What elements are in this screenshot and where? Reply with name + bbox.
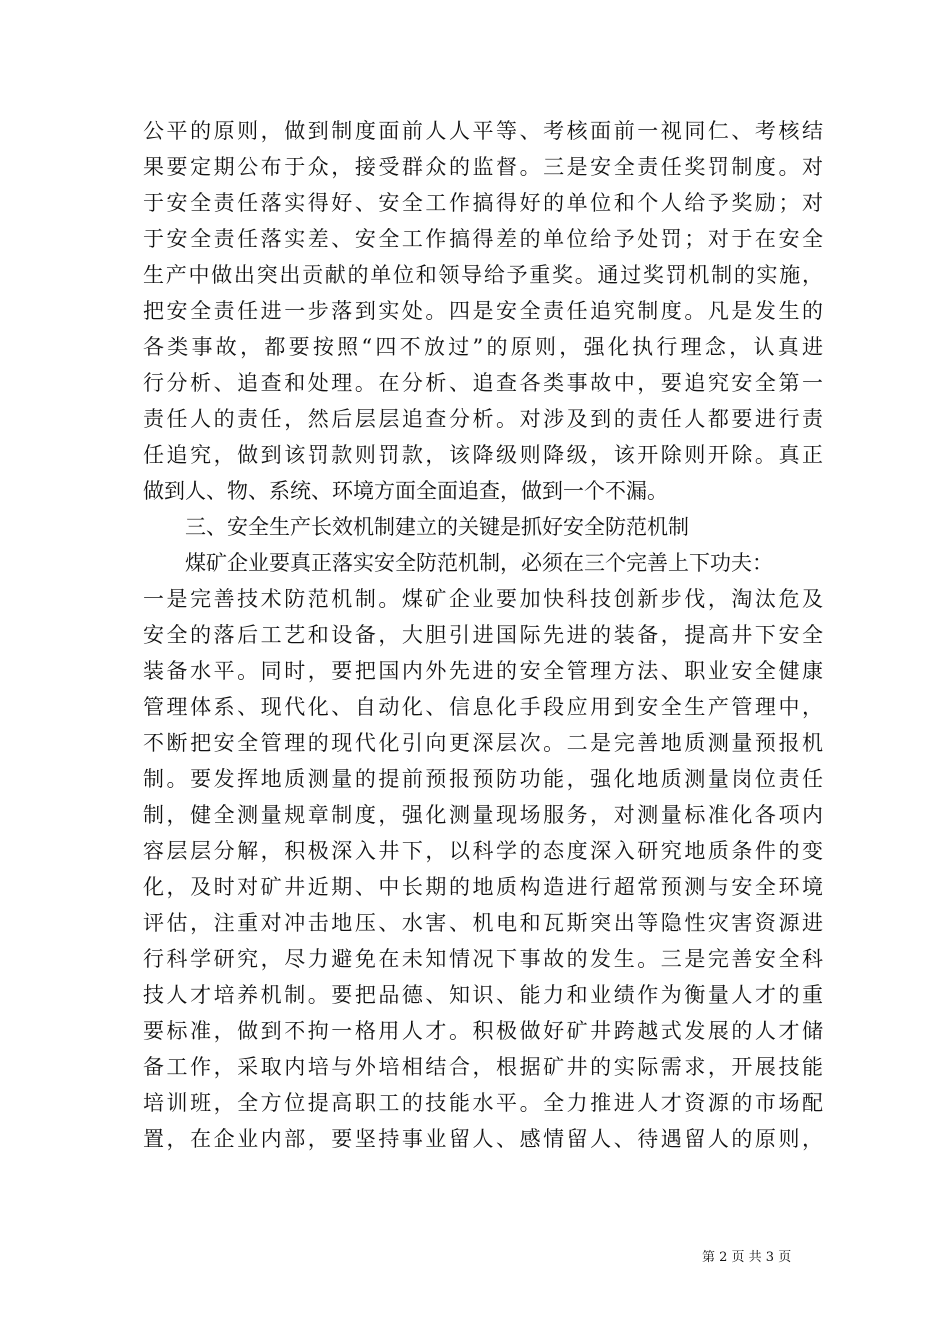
text-line: 要标准，做到不拘一格用人才。积极做好矿井跨越式发展的人才储 xyxy=(143,1019,823,1043)
text-line: 管理体系、现代化、自动化、信息化手段应用到安全生产管理中， xyxy=(143,695,823,719)
text-line: 果要定期公布于众，接受群众的监督。三是安全责任奖罚制度。对 xyxy=(143,155,823,179)
text-line: 行分析、追查和处理。在分析、追查各类事故中，要追究安全第一 xyxy=(143,371,823,395)
text-line: 置，在企业内部，要坚持事业留人、感情留人、待遇留人的原则， xyxy=(143,1127,823,1151)
section-heading: 三、安全生产长效机制建立的关键是抓好安全防范机制 xyxy=(185,515,689,539)
page-number-footer: 第 2 页 共 3 页 xyxy=(702,1250,792,1265)
text-line: 不断把安全管理的现代化引向更深层次。二是完善地质测量预报机 xyxy=(143,731,823,755)
text-line: 一是完善技术防范机制。煤矿企业要加快科技创新步伐，淘汰危及 xyxy=(143,587,823,611)
text-line: 技人才培养机制。要把品德、知识、能力和业绩作为衡量人才的重 xyxy=(143,983,823,1007)
text-line: 把安全责任进一步落到实处。四是安全责任追究制度。凡是发生的 xyxy=(143,299,823,323)
text-line: 评估，注重对冲击地压、水害、机电和瓦斯突出等隐性灾害资源进 xyxy=(143,911,823,935)
text-line: 化，及时对矿井近期、中长期的地质构造进行超常预测与安全环境 xyxy=(143,875,823,899)
text-line: 装备水平。同时，要把国内外先进的安全管理方法、职业安全健康 xyxy=(143,659,823,683)
text-line: 做到人、物、系统、环境方面全面追查，做到一个不漏。 xyxy=(143,479,668,503)
text-line: 安全的落后工艺和设备，大胆引进国际先进的装备，提高井下安全 xyxy=(143,623,823,647)
text-line: 各类事故，都要按照“四不放过”的原则，强化执行理念，认真进 xyxy=(143,335,823,359)
text-line: 责任人的责任，然后层层追查分析。对涉及到的责任人都要进行责 xyxy=(143,407,823,431)
text-line: 培训班，全方位提高职工的技能水平。全力推进人才资源的市场配 xyxy=(143,1091,823,1115)
text-line: 于安全责任落实差、安全工作搞得差的单位给予处罚；对于在安全 xyxy=(143,227,823,251)
text-line: 任追究，做到该罚款则罚款，该降级则降级，该开除则开除。真正 xyxy=(143,443,823,467)
text-line: 备工作，采取内培与外培相结合，根据矿井的实际需求，开展技能 xyxy=(143,1055,823,1079)
text-line: 制。要发挥地质测量的提前预报预防功能，强化地质测量岗位责任 xyxy=(143,767,823,791)
text-line: 于安全责任落实得好、安全工作搞得好的单位和个人给予奖励；对 xyxy=(143,191,823,215)
text-line: 行科学研究，尽力避免在未知情况下事故的发生。三是完善安全科 xyxy=(143,947,823,971)
text-line: 生产中做出突出贡献的单位和领导给予重奖。通过奖罚机制的实施， xyxy=(143,263,823,287)
text-line: 制，健全测量规章制度，强化测量现场服务，对测量标准化各项内 xyxy=(143,803,823,827)
paragraph-first-line: 煤矿企业要真正落实安全防范机制，必须在三个完善上下功夫： xyxy=(185,551,773,575)
body-text xyxy=(143,113,823,1157)
text-line: 容层层分解，积极深入井下，以科学的态度深入研究地质条件的变 xyxy=(143,839,823,863)
text-line: 公平的原则，做到制度面前人人平等、考核面前一视同仁、考核结 xyxy=(143,119,823,143)
